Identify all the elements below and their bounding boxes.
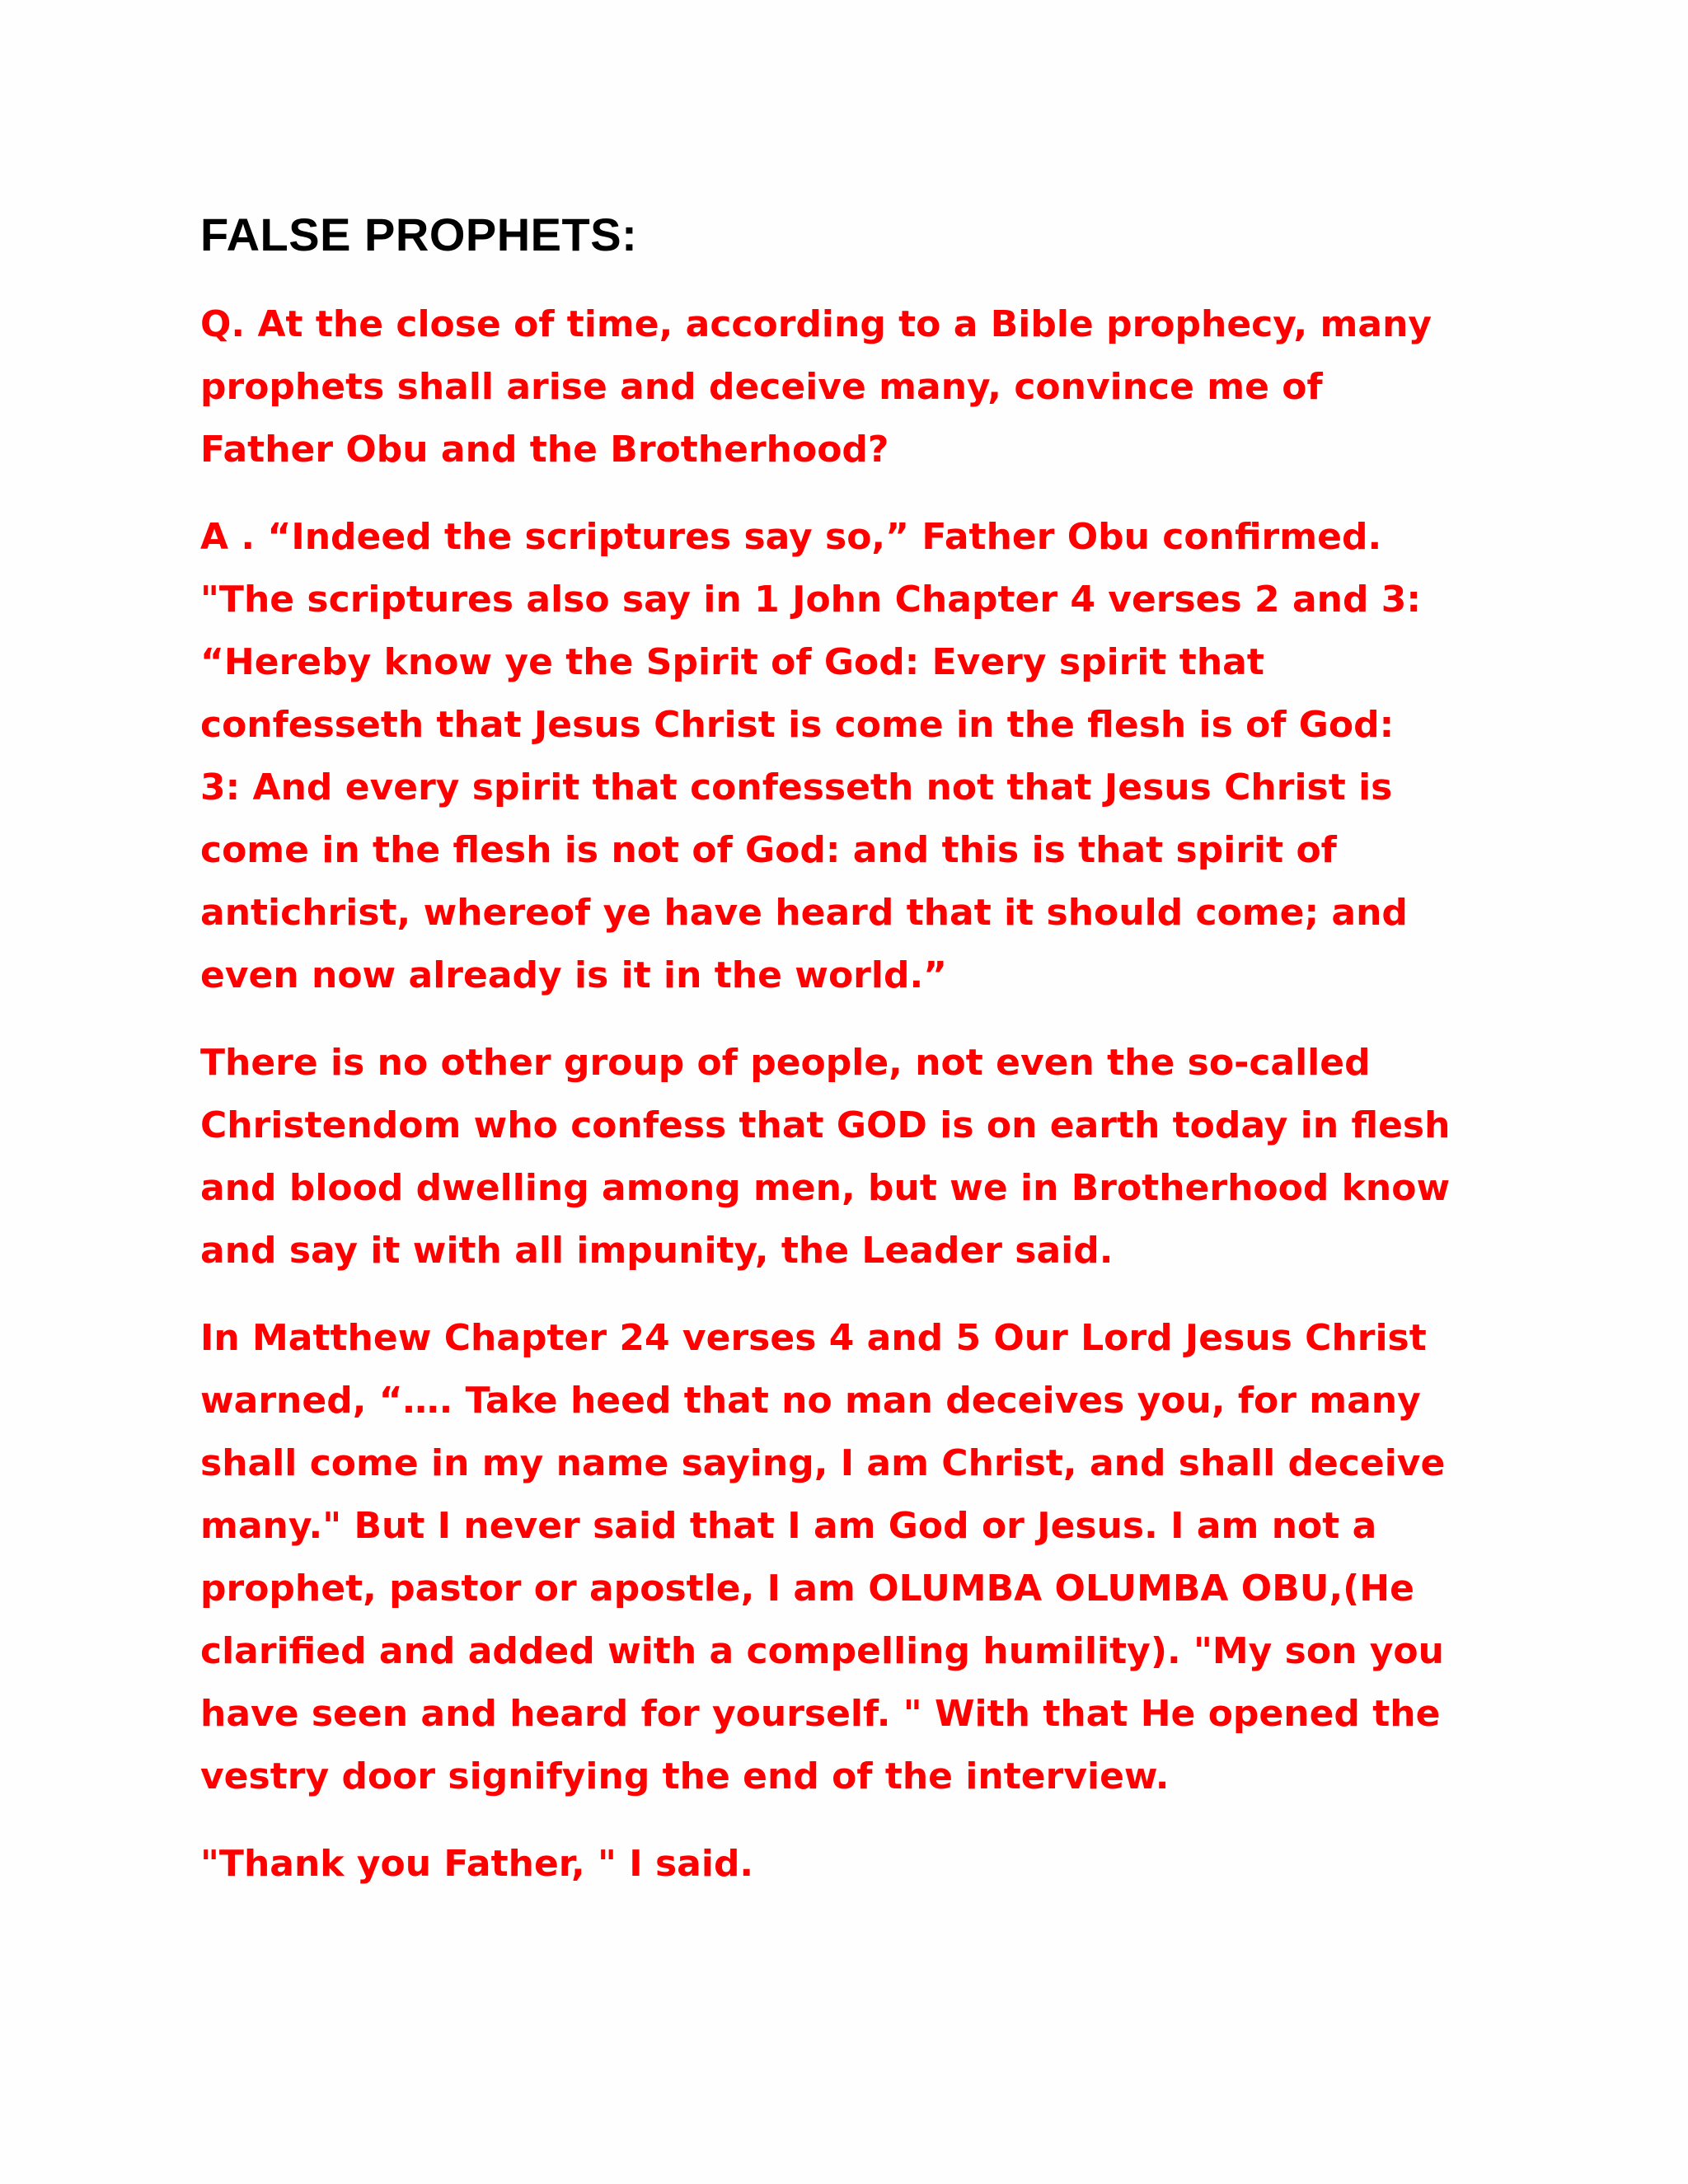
- text-line: come in the flesh is not of God: and this is that spirit of: [200, 829, 1337, 871]
- text-line: prophets shall arise and deceive many, convince me of: [200, 366, 1323, 408]
- body-paragraph: [200, 1032, 1519, 1282]
- text-line: There is no other group of people, not even the so-called: [200, 1042, 1371, 1084]
- closing-paragraph: [200, 1833, 1519, 1896]
- text-line: In Matthew Chapter 24 verses 4 and 5 Our Lord Jesus Christ: [200, 1317, 1427, 1359]
- text-line: warned, “…. Take heed that no man deceives you, for many: [200, 1380, 1421, 1422]
- text-line: clarified and added with a compelling humility). "My son you: [200, 1630, 1444, 1672]
- text-line: 3: And every spirit that confesseth not that Jesus Christ is: [200, 766, 1393, 808]
- question-paragraph: [200, 293, 1519, 481]
- text-line: Christendom who confess that GOD is on earth today in flesh: [200, 1104, 1451, 1146]
- text-line: vestry door signifying the end of the interview.: [200, 1755, 1170, 1797]
- text-line: confesseth that Jesus Christ is come in the flesh is of God:: [200, 704, 1395, 746]
- text-line: "The scriptures also say in 1 John Chapter 4 verses 2 and 3:: [200, 579, 1422, 621]
- text-line: "Thank you Father, " I said.: [200, 1843, 754, 1885]
- body-paragraph: [200, 1307, 1519, 1808]
- text-line: and say it with all impunity, the Leader said.: [200, 1230, 1114, 1272]
- text-line: antichrist, whereof ye have heard that it should come; and: [200, 892, 1408, 934]
- text-line: many." But I never said that I am God or Jesus. I am not a: [200, 1505, 1377, 1547]
- text-line: have seen and heard for yourself. " With that He opened the: [200, 1693, 1441, 1735]
- text-line: Q. At the close of time, according to a Bible prophecy, many: [200, 303, 1432, 345]
- page-title: FALSE PROPHETS:: [200, 209, 638, 260]
- text-line: A . “Indeed the scriptures say so,” Father Obu confirmed.: [200, 516, 1382, 558]
- answer-paragraph: [200, 506, 1519, 1007]
- text-line: and blood dwelling among men, but we in Brotherhood know: [200, 1167, 1451, 1209]
- document-content: [200, 206, 1519, 1920]
- text-line: prophet, pastor or apostle, I am OLUMBA OLUMBA OBU,(He: [200, 1568, 1414, 1610]
- text-line: Father Obu and the Brotherhood?: [200, 429, 889, 471]
- text-line: “Hereby know ye the Spirit of God: Every spirit that: [200, 641, 1264, 683]
- text-line: even now already is it in the world.”: [200, 954, 948, 996]
- text-line: shall come in my name saying, I am Christ, and shall deceive: [200, 1442, 1446, 1484]
